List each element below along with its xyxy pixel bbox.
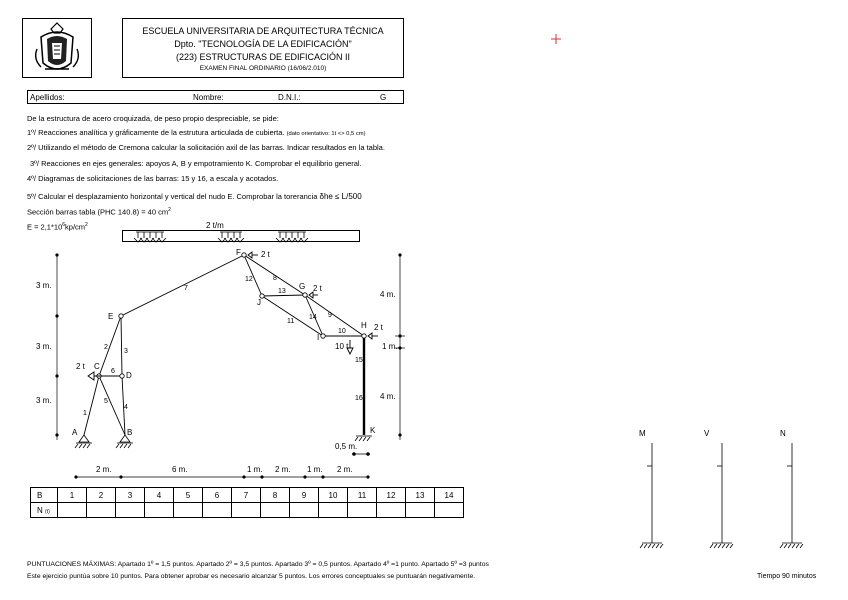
force-f-label: 2 t bbox=[261, 250, 270, 259]
table-cell bbox=[290, 503, 319, 518]
node-j-label: J bbox=[257, 298, 261, 307]
table-cell bbox=[174, 503, 203, 518]
bar-7-label: 7 bbox=[184, 285, 188, 292]
table-cell bbox=[232, 503, 261, 518]
table-cell bbox=[145, 503, 174, 518]
tolerance-formula: δhe ≤ L/500 bbox=[319, 192, 362, 201]
bar-16-label: 16 bbox=[355, 395, 363, 402]
force-i-label: 10 t bbox=[335, 342, 349, 351]
results-table bbox=[30, 487, 464, 518]
table-cell bbox=[435, 503, 464, 518]
joints bbox=[97, 253, 366, 378]
question-4: 4º/ Diagramas de solicitaciones de las barras: 15 y 16, a escala y acotados. bbox=[27, 174, 279, 183]
table-col-7: 7 bbox=[232, 488, 261, 503]
table-cell bbox=[406, 503, 435, 518]
table-row-label: N (t) bbox=[31, 503, 58, 518]
left-height-1: 3 m. bbox=[36, 281, 52, 290]
distributed-load-label: 2 t/m bbox=[206, 221, 224, 230]
node-b-label: B bbox=[127, 428, 133, 437]
k-offset-label: 0,5 m. bbox=[335, 442, 358, 451]
right-height-3: 4 m. bbox=[380, 392, 396, 401]
table-col-3: 3 bbox=[116, 488, 145, 503]
table-cell bbox=[261, 503, 290, 518]
node-f-label: F bbox=[236, 248, 241, 257]
section-spec: Sección barras tabla (PHC 140.8) = 40 $cm^2$ bbox=[27, 207, 171, 217]
table-cell bbox=[348, 503, 377, 518]
bar-14-label: 14 bbox=[309, 314, 317, 321]
table-col-8: 8 bbox=[261, 488, 290, 503]
table-cell bbox=[87, 503, 116, 518]
table-col-6: 6 bbox=[203, 488, 232, 503]
intro-text: De la estructura de acero croquizada, de peso propio despreciable, se pide: bbox=[27, 114, 279, 123]
bar-9-label: 9 bbox=[328, 312, 332, 319]
bar-5-label: 5 bbox=[104, 398, 108, 405]
question-1-note: (dato orientativo: 1t <> 0,5 cm) bbox=[286, 131, 366, 137]
table-cell bbox=[58, 503, 87, 518]
crosshair-icon bbox=[551, 34, 561, 44]
bar-13-label: 13 bbox=[278, 288, 286, 295]
question-1: 1º/ Reacciones analítica y gráficamente de la estrutura articulada de cubierta. (dato orientativo: 1t <> 0,5 cm) bbox=[27, 128, 366, 137]
table-col-2: 2 bbox=[87, 488, 116, 503]
course-name: (223) ESTRUCTURAS DE EDIFICACIÓN II bbox=[175, 52, 351, 62]
right-height-1: 4 m. bbox=[380, 290, 396, 299]
bar-12-label: 12 bbox=[245, 276, 253, 283]
force-g-label: 2 t bbox=[313, 284, 322, 293]
diagram-n-label: N bbox=[780, 429, 786, 438]
bar-10-label: 10 bbox=[338, 328, 346, 335]
diagram-m-label: M bbox=[639, 429, 646, 438]
node-e-label: E bbox=[108, 312, 114, 321]
bar-1-label: 1 bbox=[83, 410, 87, 417]
bar-2-label: 2 bbox=[104, 344, 108, 351]
exam-header bbox=[122, 18, 404, 78]
time-limit: Tiempo 90 minutos bbox=[757, 573, 817, 580]
supports bbox=[75, 435, 372, 448]
scores-text: PUNTUACIONES MÁXIMAS: Apartado 1º = 1,5 puntos. Apartado 2º = 3,5 puntos. Apartado 3º = 0,5 puntos. Apartado 4º =1 punto. Apartado 5º =3 puntos bbox=[27, 561, 489, 568]
exam-title: EXAMEN FINAL ORDINARIO (16/06/2.010) bbox=[199, 65, 327, 72]
node-h-label: H bbox=[361, 321, 367, 330]
student-info-row bbox=[27, 90, 404, 104]
bar-6-label: 6 bbox=[111, 368, 115, 375]
university-crest-icon bbox=[23, 19, 91, 77]
span-5-label: 1 m. bbox=[307, 465, 323, 474]
diagram-v-label: V bbox=[704, 429, 710, 438]
bar-15-label: 15 bbox=[355, 357, 363, 364]
bar-8-label: 8 bbox=[273, 275, 277, 282]
table-col-4: 4 bbox=[145, 488, 174, 503]
span-2-label: 6 m. bbox=[172, 465, 188, 474]
table-header-label: B bbox=[31, 488, 58, 503]
table-col-9: 9 bbox=[290, 488, 319, 503]
left-height-2: 3 m. bbox=[36, 342, 52, 351]
elastic-modulus: $E = 2,1*10^6kp/cm^2$ bbox=[27, 222, 88, 232]
dni-label: D.N.I.: bbox=[278, 93, 301, 102]
node-c-label: C bbox=[94, 362, 100, 371]
span-6-label: 2 m. bbox=[337, 465, 353, 474]
table-col-14: 14 bbox=[435, 488, 464, 503]
table-cell bbox=[319, 503, 348, 518]
bar-3-label: 3 bbox=[124, 348, 128, 355]
department-name: Dpto. "TECNOLOGÍA DE LA EDIFICACIÓN" bbox=[174, 39, 352, 49]
table-col-12: 12 bbox=[377, 488, 406, 503]
node-d-label: D bbox=[126, 371, 132, 380]
table-value-row bbox=[31, 503, 464, 518]
bar-11-label: 11 bbox=[287, 318, 295, 325]
mvn-diagram-axes bbox=[630, 438, 830, 558]
node-g-label: G bbox=[299, 282, 306, 291]
k-offset-dimension bbox=[352, 453, 370, 456]
left-height-3: 3 m. bbox=[36, 396, 52, 405]
grading-text: Este ejercicio puntúa sobre 10 puntos. Para obtener aprobar es necesario alcanzar 5 puntos. Los errores conceptuales se puntuarán negativamente. bbox=[27, 573, 476, 580]
name-label: Nombre: bbox=[193, 93, 224, 102]
node-a-label: A bbox=[72, 428, 78, 437]
table-col-5: 5 bbox=[174, 488, 203, 503]
span-4-label: 2 m. bbox=[275, 465, 291, 474]
table-cell bbox=[116, 503, 145, 518]
exam-version: G bbox=[380, 93, 387, 102]
question-2: 2º/ Utilizando el método de Cremona calcular la solicitación axil de las barras. Indicar resultados en la tabla. bbox=[27, 143, 385, 152]
right-height-2: 1 m. bbox=[382, 342, 398, 351]
table-col-11: 11 bbox=[348, 488, 377, 503]
surname-label: Apellidos: bbox=[30, 93, 65, 102]
bar-4-label: 4 bbox=[124, 404, 128, 411]
table-header-row bbox=[31, 488, 464, 503]
table-cell bbox=[203, 503, 232, 518]
table-cell bbox=[377, 503, 406, 518]
table-col-10: 10 bbox=[319, 488, 348, 503]
node-i-label: I bbox=[317, 333, 320, 342]
question-5: 5º/ Calcular el desplazamiento horizontal y vertical del nudo E. Comprobar la torerancia δhe ≤ L/500 bbox=[27, 192, 362, 201]
force-h-label: 2 t bbox=[374, 323, 383, 332]
span-3-label: 1 m. bbox=[247, 465, 263, 474]
node-k-label: K bbox=[370, 426, 376, 435]
table-col-13: 13 bbox=[406, 488, 435, 503]
school-name: ESCUELA UNIVERSITARIA DE ARQUITECTURA TÉCNICA bbox=[142, 26, 384, 36]
logo-box bbox=[22, 18, 92, 78]
table-col-1: 1 bbox=[58, 488, 87, 503]
question-3: 3º/ Reacciones en ejes generales: apoyos A, B y empotramiento K. Comprobar el equilibrio general. bbox=[30, 159, 362, 168]
span-1-label: 2 m. bbox=[96, 465, 112, 474]
force-c-label: 2 t bbox=[76, 362, 85, 371]
